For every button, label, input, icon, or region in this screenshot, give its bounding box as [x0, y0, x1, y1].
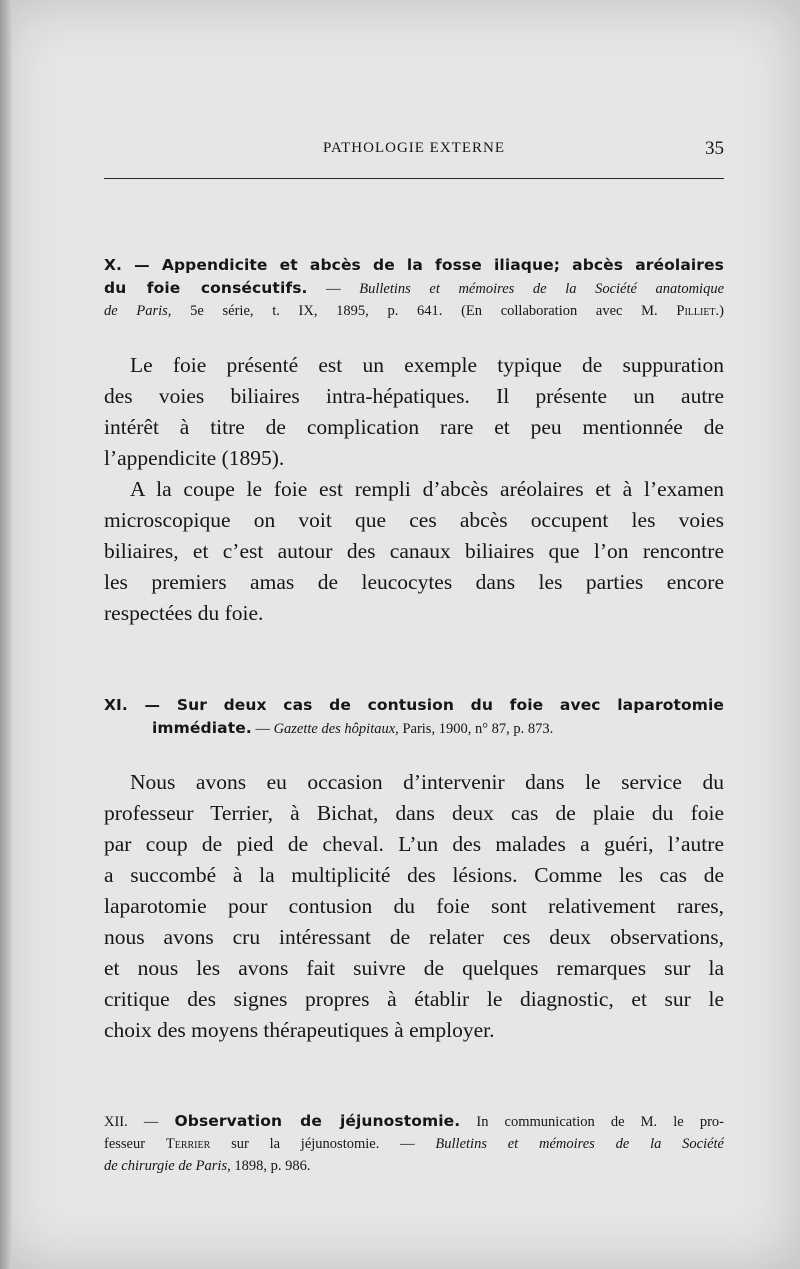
paragraph-group-1: [104, 350, 724, 629]
paragraph-2: [104, 474, 724, 629]
entry-xi-details: Paris, 1900, n° 87, p. 873.: [398, 721, 554, 737]
entry-xii-source-2: de chirurgie de Paris,: [104, 1158, 231, 1174]
entry-xii-details-1: In communication de M. le pro-: [460, 1114, 724, 1130]
paragraph-3-line: a succombé à la multiplicité des lésions. Comme les cas de: [104, 863, 724, 887]
entry-xii-source-1: Bulletins et mémoires de la Société: [435, 1136, 724, 1152]
entry-x-details-end: .): [715, 303, 725, 319]
entry-xii-surgeon: Terrier: [165, 1136, 211, 1152]
entry-xi-number: XI. —: [104, 696, 177, 714]
entry-xi-title-2: immédiate.: [152, 719, 252, 737]
entry-x-title-2: du foie consécutifs.: [104, 279, 308, 297]
entry-xi-dash: —: [251, 721, 274, 737]
entry-xii: [104, 1110, 724, 1177]
entry-xi-source: Gazette des hôpitaux,: [273, 721, 399, 737]
paragraph-1-line: intérêt à titre de complication rare et peu mentionnée de: [104, 415, 724, 439]
entry-x-line-1: [104, 254, 724, 277]
paragraph-3-line: choix des moyens thérapeutiques à employer.: [104, 1018, 495, 1042]
header-rule: [104, 178, 724, 179]
paragraph-3-line: Nous avons eu occasion d’intervenir dans le service du: [130, 770, 724, 794]
entry-x-source: Bulletins et mémoires de la Société anatomique: [359, 281, 725, 297]
running-head-title: PATHOLOGIE EXTERNE: [322, 140, 506, 156]
paragraph-3-line: professeur Terrier, à Bichat, dans deux cas de plaie du foie: [104, 801, 724, 825]
entry-xi-line-1: [104, 694, 724, 717]
paragraph-2-line: A la coupe le foie est rempli d’abcès aréolaires et à l’examen: [130, 477, 724, 501]
entry-xii-details-3: 1898, p. 986.: [230, 1158, 311, 1174]
paragraph-3-line: laparotomie pour contusion du foie sont relativement rares,: [104, 894, 724, 918]
page-edge-shadow: [0, 0, 12, 1269]
entry-x-source-cont: de Paris,: [104, 303, 172, 319]
paragraph-3-line: par coup de pied de cheval. L’un des malades a guéri, l’autre: [104, 832, 724, 856]
page-number: 35: [705, 138, 724, 159]
entry-xii-details-2a: fesseur: [104, 1136, 166, 1152]
entry-xi-title-1: Sur deux cas de contusion du foie avec laparotomie: [176, 696, 724, 714]
entry-xii-line-3: [104, 1155, 724, 1177]
paragraph-2-line: microscopique on voit que ces abcès occupent les voies: [104, 508, 724, 532]
paragraph-3-line: critique des signes propres à établir le diagnostic, et sur le: [104, 987, 724, 1011]
paragraph-1-line: Le foie présenté est un exemple typique de suppuration: [130, 353, 724, 377]
entry-x-dash: —: [307, 281, 360, 297]
entry-xii-title: Observation de jéjunostomie.: [174, 1112, 461, 1130]
paragraph-2-line: les premiers amas de leucocytes dans les parties encore: [104, 570, 724, 594]
entry-xii-details-2b: sur la jéjunostomie. —: [210, 1136, 436, 1152]
entry-x-line-3: [104, 300, 724, 322]
entry-x-collaborator: Pilliet: [676, 303, 716, 319]
entry-xi-line-2: [104, 717, 724, 740]
entry-x-number: X. —: [104, 256, 162, 274]
paragraph-1: [104, 350, 724, 474]
entry-xi: [104, 694, 724, 740]
paragraph-3-line: et nous les avons fait suivre de quelques remarques sur la: [104, 956, 724, 980]
entry-xii-line-2: [104, 1133, 724, 1155]
paragraph-3-line: nous avons cru intéressant de relater ces deux observations,: [104, 925, 724, 949]
paragraph-3: [104, 767, 724, 1046]
entry-xii-line-1: [104, 1110, 724, 1133]
paragraph-1-line: l’appendicite (1895).: [104, 446, 285, 470]
entry-x-title-1: Appendicite et abcès de la fosse iliaque; abcès aréolaires: [161, 256, 724, 274]
paragraph-2-line: biliaires, et c’est autour des canaux biliaires que l’on rencontre: [104, 539, 724, 563]
paragraph-1-line: des voies biliaires intra-hépatiques. Il présente un autre: [104, 384, 724, 408]
running-head: [104, 138, 724, 164]
paragraph-2-line: respectées du foie.: [104, 601, 264, 625]
entry-xii-number: XII. —: [104, 1114, 175, 1130]
entry-x-line-2: [104, 277, 724, 300]
entry-x: [104, 254, 724, 322]
paragraph-group-2: [104, 767, 724, 1046]
entry-x-details: 5e série, t. IX, 1895, p. 641. (En collaboration avec M.: [171, 303, 677, 319]
